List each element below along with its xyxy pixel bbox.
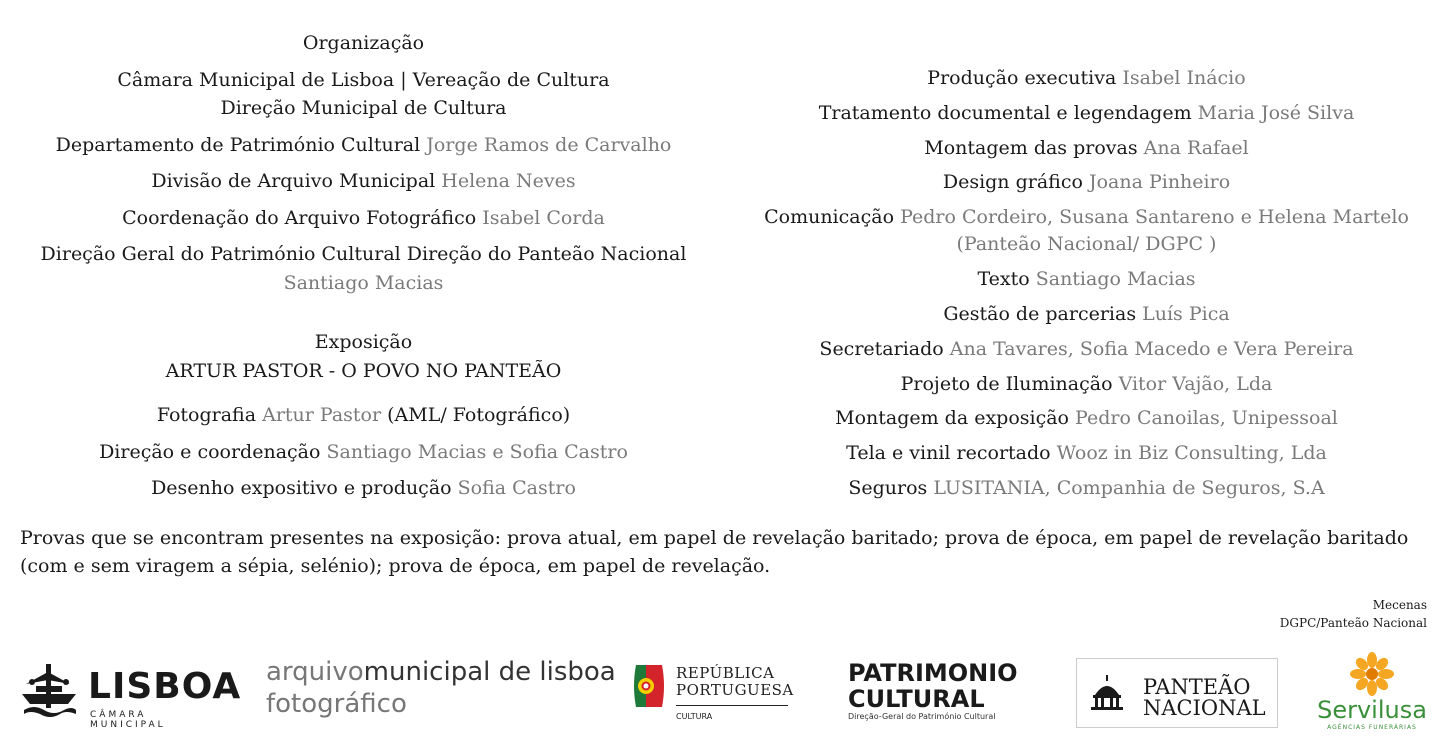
dam-line <box>0 170 727 192</box>
comunicacao-name2: (Panteão Nacional/ DGPC ) <box>956 233 1217 255</box>
credit-name: Sofia Castro <box>457 477 576 499</box>
credit-name: Pedro Canoilas, Unipessoal <box>1075 407 1338 429</box>
credit-suffix: (AML/ Fotográfico) <box>387 404 571 426</box>
credit-label: Departamento de Património Cultural <box>55 134 421 156</box>
lisboa-logo <box>18 660 242 730</box>
dgpc-name: Santiago Macias <box>283 272 444 294</box>
republica-line1: REPÚBLICA <box>676 664 775 682</box>
servilusa-word: Servilusa <box>1317 696 1427 724</box>
panteao-dome-icon <box>1089 675 1125 711</box>
foto-line <box>0 404 727 426</box>
mecenas-block <box>1280 596 1427 632</box>
tela-line <box>733 442 1440 464</box>
arquivo-logo <box>266 657 616 727</box>
credit-label: Divisão de Arquivo Municipal <box>151 170 436 192</box>
patrimonio-logo <box>848 660 1023 722</box>
credit-label: Direção e coordenação <box>99 441 321 463</box>
provas-note: Provas que se encontram presentes na exposição: prova atual, em papel de revelação baritado; prova de época, em papel de revelação baritado (com e sem viragem a sépia, selénio); prova de época, em papel de revelação. <box>20 527 1409 577</box>
credit-name: Isabel Corda <box>482 207 605 229</box>
credit-label: Tratamento documental e legendagem <box>818 102 1192 124</box>
cml-line: Câmara Municipal de Lisboa | Vereação de Cultura <box>117 69 610 91</box>
seguros-line <box>733 477 1440 499</box>
texto-line <box>733 268 1440 290</box>
credit-name: Joana Pinheiro <box>1088 171 1231 193</box>
republica-flag-icon <box>632 663 666 709</box>
dpc-line <box>0 134 727 156</box>
secretariado-line <box>733 338 1440 360</box>
credit-label: Projeto de Iluminação <box>900 373 1113 395</box>
lisboa-ship-icon <box>18 660 80 720</box>
arquivo-line1 <box>266 657 616 687</box>
desenho-line <box>0 477 727 499</box>
credit-label: Montagem da exposição <box>835 407 1069 429</box>
credit-name: Artur Pastor <box>262 404 382 426</box>
credit-name: Wooz in Biz Consulting, Lda <box>1056 442 1327 464</box>
arquivo-part2: municipal de lisboa <box>363 657 616 687</box>
credit-name: Luís Pica <box>1142 303 1230 325</box>
credit-label: Texto <box>977 268 1030 290</box>
panteao-line1: PANTEÃO <box>1143 675 1251 699</box>
republica-divider <box>676 705 788 706</box>
credit-name: Pedro Cordeiro, Susana Santareno e Helena Martelo <box>900 206 1409 228</box>
exposicao-title: ARTUR PASTOR - O POVO NO PANTEÃO <box>165 360 562 382</box>
panteao-line2: NACIONAL <box>1143 696 1266 720</box>
credit-name: Jorge Ramos de Carvalho <box>426 134 672 156</box>
direcao-line <box>0 441 727 463</box>
comunicacao-line <box>733 206 1440 228</box>
exposicao-heading: Exposição <box>314 331 413 353</box>
mecenas-value: DGPC/Panteão Nacional <box>1279 616 1427 630</box>
credit-label: Desenho expositivo e produção <box>151 477 452 499</box>
organizacao-heading: Organização <box>302 32 425 54</box>
caf-line <box>0 207 727 229</box>
dgpc-line: Direção Geral do Património Cultural Direção do Panteão Nacional <box>40 243 687 265</box>
patrimonio-line2: CULTURAL <box>848 685 985 713</box>
mecenas-label: Mecenas <box>1372 598 1427 612</box>
montagem-provas-line <box>733 137 1440 159</box>
credit-name: Maria José Silva <box>1197 102 1355 124</box>
servilusa-flower-icon <box>1350 652 1394 696</box>
credit-label: Tela e vinil recortado <box>846 442 1051 464</box>
credit-name: Vitor Vajão, Lda <box>1118 373 1273 395</box>
producao-line <box>733 67 1440 89</box>
credit-name: Isabel Inácio <box>1122 67 1246 89</box>
iluminacao-line <box>733 373 1440 395</box>
arquivo-part1: arquivo <box>266 657 364 687</box>
credit-label: Comunicação <box>764 206 895 228</box>
arquivo-line2: fotográfico <box>266 689 407 719</box>
credit-name: Helena Neves <box>441 170 576 192</box>
republica-logo <box>632 661 792 725</box>
credit-label: Gestão de parcerias <box>943 303 1137 325</box>
credit-name: Santiago Macias <box>1035 268 1196 290</box>
patrimonio-sub: Direção-Geral do Património Cultural <box>848 712 996 721</box>
credit-label: Montagem das provas <box>924 137 1138 159</box>
credit-label: Design gráfico <box>942 171 1083 193</box>
dmc-line: Direção Municipal de Cultura <box>220 97 507 119</box>
credit-name: Ana Tavares, Sofia Macedo e Vera Pereira <box>949 338 1354 360</box>
servilusa-sub: AGÊNCIAS FUNERÁRIAS <box>1327 724 1417 731</box>
patrimonio-line1: PATRIMONIO <box>848 659 1018 687</box>
montagem-expo-line <box>733 407 1440 429</box>
credit-name: LUSITANIA, Companhia de Seguros, S.A <box>933 477 1325 499</box>
republica-text <box>676 665 794 699</box>
credit-name: Ana Rafael <box>1143 137 1249 159</box>
credit-label: Fotografia <box>156 404 257 426</box>
credit-label: Coordenação do Arquivo Fotográfico <box>122 207 477 229</box>
tratamento-line <box>733 102 1440 124</box>
gestao-line <box>733 303 1440 325</box>
servilusa-logo <box>1312 652 1432 736</box>
credit-label: Produção executiva <box>927 67 1117 89</box>
panteao-text <box>1143 677 1266 719</box>
credit-name: Santiago Macias e Sofia Castro <box>326 441 628 463</box>
lisboa-word: LISBOA <box>88 666 242 707</box>
credit-label: Secretariado <box>819 338 944 360</box>
design-line <box>733 171 1440 193</box>
lisboa-sub: CÂMARA MUNICIPAL <box>90 710 166 730</box>
credit-label: Seguros <box>848 477 928 499</box>
republica-sub: CULTURA <box>676 712 713 721</box>
republica-line2: PORTUGUESA <box>676 681 794 699</box>
panteao-logo <box>1076 658 1278 728</box>
